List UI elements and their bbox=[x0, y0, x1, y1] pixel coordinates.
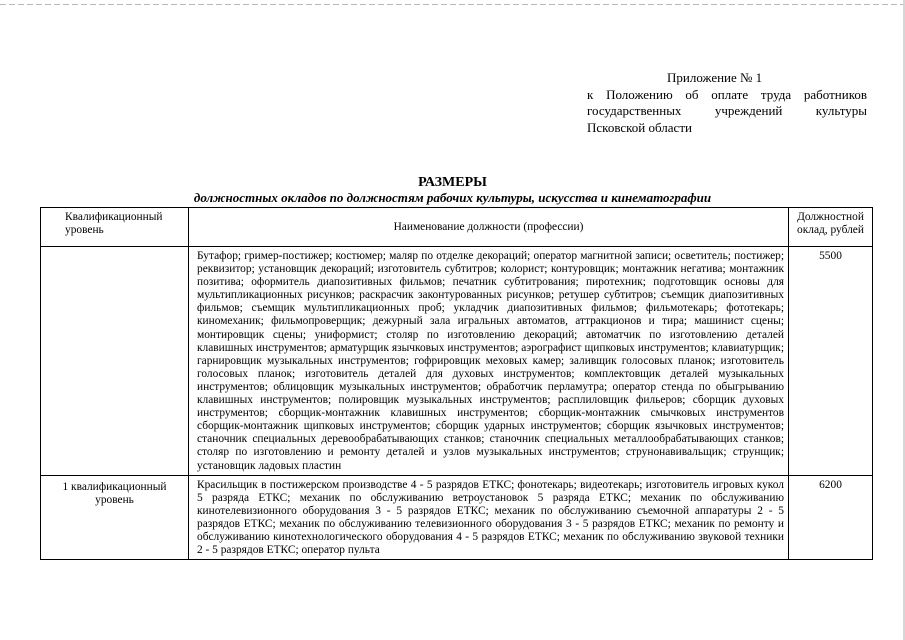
appendix-block bbox=[587, 70, 867, 136]
row-level: 1 квалификационный уровень bbox=[41, 475, 189, 560]
document-title: РАЗМЕРЫ bbox=[418, 175, 487, 190]
table-row bbox=[41, 475, 873, 560]
row-positions: Красильщик в постижерском производстве 4 - 5 разрядов ЕТКС; фонотекарь; видеотекарь; изготовитель игровых кукол 5 разряда ЕТКС; механик по обслуживанию ветроустановок 5 разряда ЕТКС; механик по обслуживанию кинотелевизионного оборудования 3 - 5 разрядов ЕТКС; механик по обслуживанию съемочной аппаратуры 2 - 5 разрядов ЕТКС; механик по обслуживанию телевизионного оборудования 3 - 5 разрядов ЕТКС; механик по ремонту и обслуживанию кинотехнологического оборудования 4 - 5 разрядов ЕТКС; механик по обслуживанию звуковой техники 2 - 5 разрядов ЕТКС; оператор пульта bbox=[189, 475, 789, 560]
scan-top-edge bbox=[0, 4, 905, 5]
appendix-line-1: к Положению об оплате труда работников bbox=[587, 86, 867, 102]
table-row bbox=[41, 247, 873, 476]
appendix-number: Приложение № 1 bbox=[667, 70, 763, 85]
row-salary: 5500 bbox=[789, 247, 873, 476]
table-header-row bbox=[41, 208, 873, 247]
document-subtitle: должностных окладов по должностям рабочих культуры, искусства и кинематографии bbox=[193, 190, 712, 205]
header-salary: Должностной оклад, рублей bbox=[789, 208, 873, 247]
appendix-line-2: государственных учреждений культуры bbox=[587, 103, 867, 118]
header-level: Квалификационный уровень bbox=[41, 208, 189, 247]
row-salary: 6200 bbox=[789, 475, 873, 560]
salary-table bbox=[40, 207, 873, 560]
header-position: Наименование должности (профессии) bbox=[189, 208, 789, 247]
appendix-line-3: Псковской области bbox=[587, 119, 692, 135]
row-level bbox=[41, 247, 189, 476]
row-positions: Бутафор; гример-постижер; костюмер; маляр по отделке декораций; оператор магнитной записи; осветитель; постижер; реквизитор; установщик декораций; изготовитель субтитров; колорист; контуровщик; монтажник негатива; монтажник позитива; оформитель диапозитивных фильмов; печатник субтитрования; пиротехник; подготовщик основы для мультипликационных рисунков; раскрасчик законтурованных рисунков; ретушер субтитров; съемщик диапозитивных фильмов; съемщик мультипликационных проб; укладчик диапозитивных фильмов; фильмотекарь; фототекарь; киномеханик; фильмопроверщик; дежурный зала игральных автоматов, аттракционов и тира; машинист сцены; монтировщик сцены; униформист; столяр по изготовлению декораций; автоматчик по изготовлению деталей клавишных инструментов; арматурщик язычковых инструментов; аэрографист щипковых инструментов; клавиатурщик; гарнировщик музыкальных инструментов; гофрировщик меховых камер; заливщик голосовых планок; изготовитель голосовых планок; изготовитель деталей для духовых инструментов; комплектовщик деталей музыкальных инструментов; облицовщик музыкальных инструментов; обработчик перламутра; оператор стенда по обыгрыванию клавишных инструментов; полировщик музыкальных инструментов; расплиловщик фильеров; сборщик духовых инструментов; сборщик-монтажник клавишных инструментов; сборщик-монтажник смычковых инструментов сборщик-монтажник щипковых инструментов; сборщик ударных инструментов; сборщик язычковых инструментов; станочник специальных деревообрабатывающих станков; станочник специальных металлообрабатывающих станков; столяр по изготовлению и ремонту деталей и узлов музыкальных инструментов; струнонавивальщик; струнщик; установщик ладовых пластин bbox=[189, 247, 789, 476]
